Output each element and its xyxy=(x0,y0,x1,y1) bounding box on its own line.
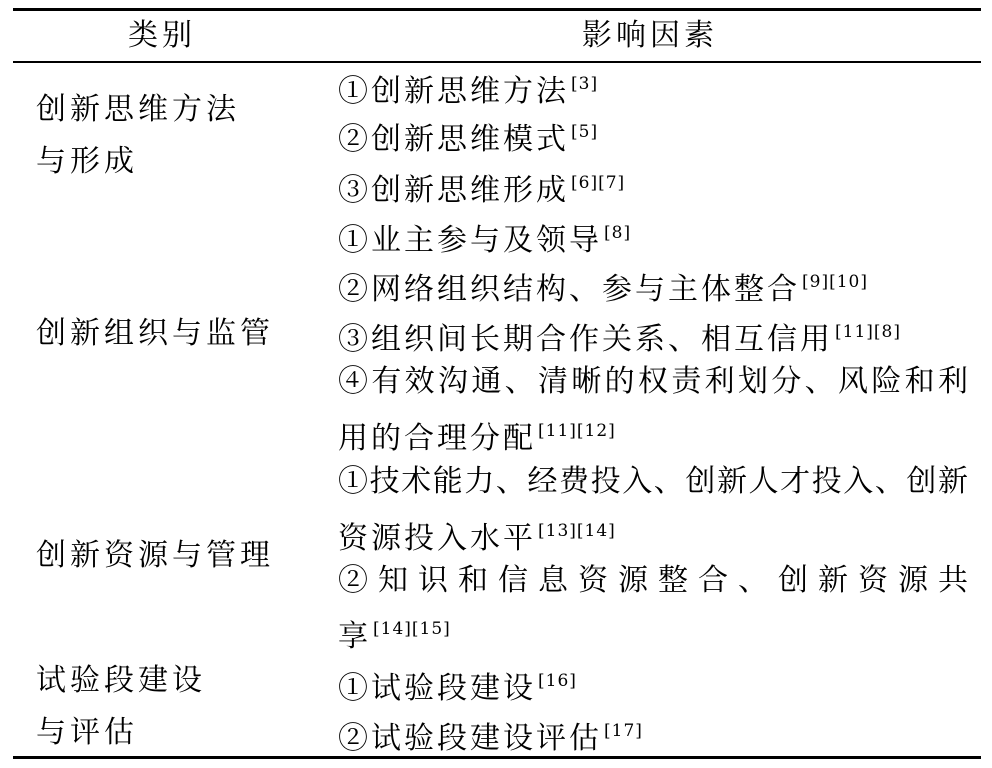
citation-ref: [8] xyxy=(604,223,632,243)
factor-line: ④有效沟通、清晰的权责利划分、风险和利 xyxy=(338,364,968,399)
citation-ref: [13][14] xyxy=(538,521,616,541)
factor-line xyxy=(338,505,968,557)
factor-line: ①技术能力、经费投入、创新人才投入、创新 xyxy=(338,464,968,499)
factor-text: ②创新思维模式 xyxy=(338,122,569,157)
category-text: 创新资源与管理 xyxy=(36,538,274,573)
factor-text: ③组织间长期合作关系、相互信用 xyxy=(338,322,833,357)
category-cell xyxy=(36,308,326,360)
factor-line xyxy=(338,705,968,757)
factor-line: ②知识和信息资源整合、创新资源共 xyxy=(338,563,968,598)
factor-text: ①业主参与及领导 xyxy=(338,223,602,258)
category-text: 与形成 xyxy=(36,144,138,179)
factor-text: 资源投入水平 xyxy=(338,521,536,556)
table-top-rule xyxy=(13,8,981,11)
citation-ref: [6][7] xyxy=(571,173,626,193)
factor-line xyxy=(338,405,968,457)
factor-text: ②网络组织结构、参与主体整合 xyxy=(338,272,800,307)
factor-line xyxy=(338,106,968,158)
citation-ref: [14][15] xyxy=(373,619,451,639)
category-text: 创新组织与监管 xyxy=(36,316,274,351)
factor-line xyxy=(338,603,968,655)
factor-line xyxy=(338,655,968,707)
category-text: 试验段建设 xyxy=(36,663,206,698)
factor-line xyxy=(338,306,968,358)
category-text: 创新思维方法 xyxy=(36,92,240,127)
factor-text: ①试验段建设 xyxy=(338,671,536,706)
factor-text: 享 xyxy=(338,619,371,654)
factor-text: ②试验段建设评估 xyxy=(338,721,602,756)
factor-line xyxy=(338,157,968,209)
category-cell xyxy=(36,530,326,582)
factor-text: ③创新思维形成 xyxy=(338,173,569,208)
citation-ref: [16] xyxy=(538,671,577,691)
header-factors: 影响因素 xyxy=(582,18,718,53)
citation-ref: [3] xyxy=(571,74,599,94)
citation-ref: [17] xyxy=(604,721,643,741)
factor-line xyxy=(338,256,968,308)
citation-ref: [11][8] xyxy=(835,322,901,342)
category-text: 与评估 xyxy=(36,715,138,750)
header-category: 类别 xyxy=(128,18,196,53)
category-cell xyxy=(36,84,326,188)
category-cell xyxy=(36,655,326,759)
citation-ref: [9][10] xyxy=(802,272,868,292)
table-bottom-rule xyxy=(13,756,981,759)
citation-ref: [5] xyxy=(571,122,599,142)
factor-line xyxy=(338,58,968,110)
factor-line xyxy=(338,207,968,259)
factor-text: 用的合理分配 xyxy=(338,421,536,456)
factor-text: ①创新思维方法 xyxy=(338,74,569,109)
citation-ref: [11][12] xyxy=(538,421,616,441)
